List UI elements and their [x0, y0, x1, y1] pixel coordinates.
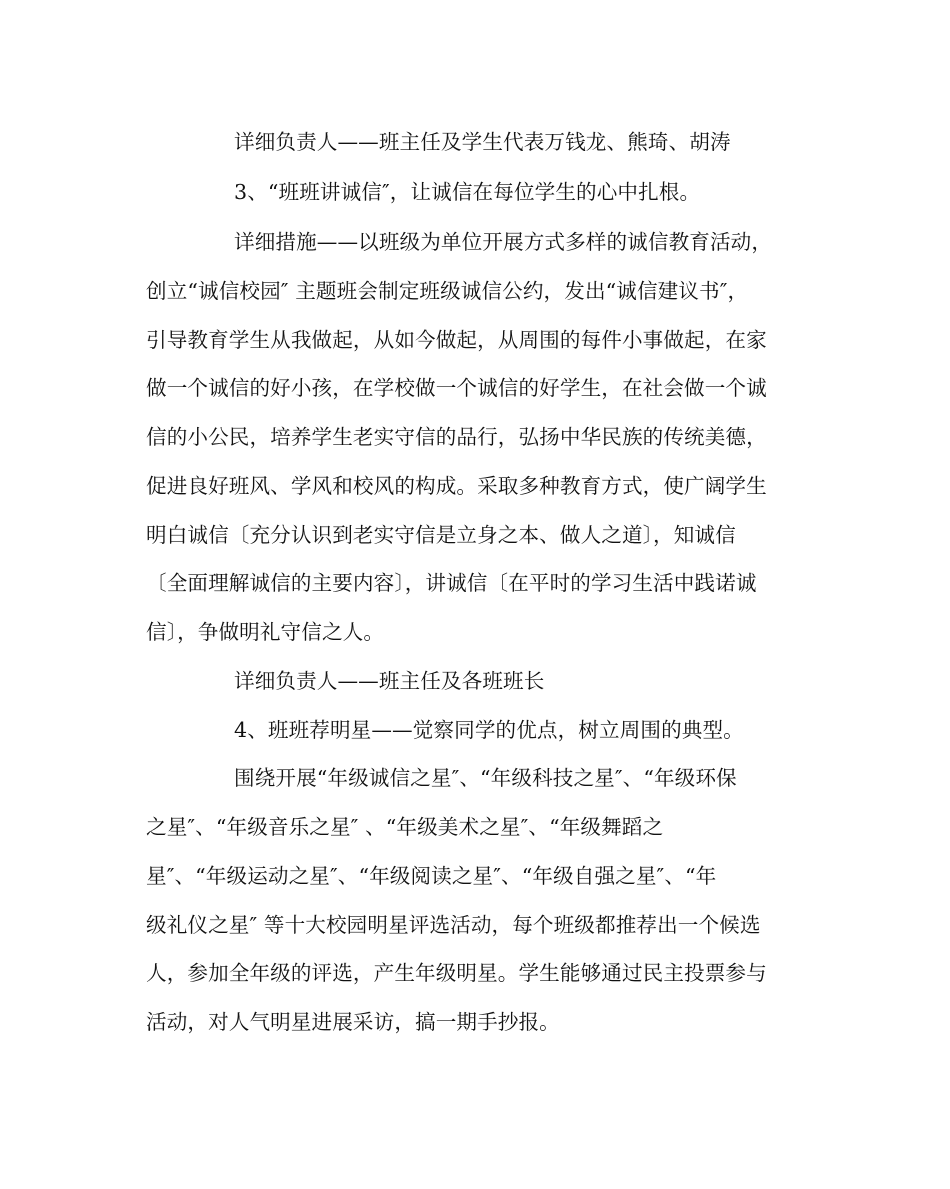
- text-line-4: 创立“诚信校园″ 主题班会制定班级诚信公约，发出“诚信建议书″，: [146, 279, 749, 303]
- text-line-7: 信的小公民，培养学生老实守信的品行，弘扬中华民族的传统美德，: [146, 425, 767, 449]
- text-line-18: 人，参加全年级的评选，产生年级明星。学生能够通过民主投票参与: [146, 961, 767, 985]
- text-line-17: 级礼仪之星″ 等十大校园明星评选活动，每个班级都推荐出一个候选: [146, 913, 761, 937]
- text-line-15: 之星″、“年级音乐之星″ 、“年级美术之星″、“年级舞蹈之: [146, 815, 664, 839]
- text-line-11: 信〕，争做明礼守信之人。: [146, 620, 385, 644]
- text-line-2: 3、“班班讲诚信″，让诚信在每位学生的心中扎根。: [234, 180, 701, 204]
- text-line-8: 促进良好班风、学风和校风的构成。采取多种教育方式，使广阔学生: [146, 474, 767, 498]
- text-line-14: 围绕开展“年级诚信之星″、“年级科技之星″、“年级环保: [234, 766, 737, 790]
- text-line-10: 〔全面理解诚信的主要内容〕，讲诚信〔在平时的学习生活中践诺诚: [146, 571, 757, 595]
- text-line-3: 详细措施——以班级为单位开展方式多样的诚信教育活动，: [234, 230, 773, 254]
- text-line-16: 星″、“年级运动之星″、“年级阅读之星″、“年级自强之星″、“年: [146, 864, 717, 888]
- text-line-5: 引导教育学生从我做起，从如今做起，从周围的每件小事做起，在家: [146, 328, 767, 352]
- text-line-6: 做一个诚信的好小孩，在学校做一个诚信的好学生，在社会做一个诚: [146, 376, 767, 400]
- text-line-19: 活动，对人气明星进展采访，搞一期手抄报。: [146, 1010, 560, 1034]
- text-line-1: 详细负责人——班主任及学生代表万钱龙、熊琦、胡涛: [234, 130, 731, 154]
- text-line-13: 4、班班荐明星——觉察同学的优点，树立周围的典型。: [234, 718, 744, 742]
- text-line-12: 详细负责人——班主任及各班班长: [234, 669, 545, 693]
- text-line-9: 明白诚信〔充分认识到老实守信是立身之本、做人之道〕，知诚信: [146, 523, 736, 547]
